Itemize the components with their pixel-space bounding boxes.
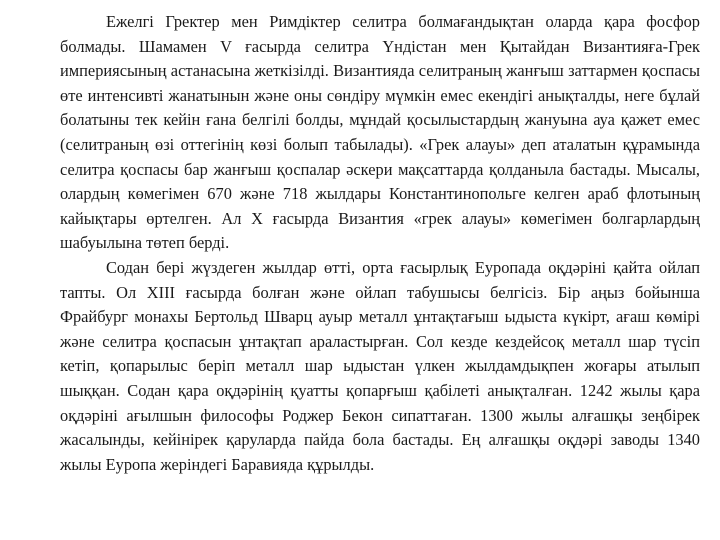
paragraph-gunpowder-europe: Содан бері жүздеген жылдар өтті, орта ғасырлық Еуропада оқдәріні қайта ойлап тапты. Ол XIII ғасырда болған және ойлап табушысы белгісіз. Бір аңыз бойынша Фрайбург монахы Бертольд Шварц ауыр металл ұнтақтағыш ыдыста күкірт, ағаш көмірі және селитра қоспасын ұнтақтап араластырған. Сол кезде кездейсоқ металл шар түсіп кетіп, қопарылыс беріп металл шар ыдыстан үлкен жылдамдықпен жоғары атылып шыққан. Содан қара оқдәрінің қуатты қопарғыш қабілеті анықталған. 1242 жылы қара оқдәріні ағылшын философы Роджер Бекон сипаттаған. 1300 жылы алғашқы зеңбірек жасалынды, кейінірек қаруларда пайда бола бастады. Ең алғашқы оқдәрі заводы 1340 жылы Еуропа жеріндегі Баравияда құрылды. [60, 257, 700, 474]
document-page [60, 10, 700, 477]
paragraph-greek-fire: Ежелгі Гректер мен Римдіктер селитра болмағандықтан оларда қара фосфор болмады. Шамамен V ғасырда селитра Үндістан мен Қытайдан Византияға-Грек империясының астанасына жеткізілді. Византияда селитраның жанғыш заттармен қоспасы өте интенсивті жанатынын және оны сөндіру мүмкін емес екендігі анықталды, неге бұлай болатыны тек кейін ғана белгілі болды, мұндай қосылыстардың жануына ауа қажет емес (селитраның өзі оттегінің көзі болып табылады). «Грек алауы» деп аталатын құрамында селитра қоспасы бар жанғыш қоспалар әскери мақсаттарда қолданыла бастады. Мысалы, олардың көмегімен 670 және 718 жылдары Константинопольге келген араб флотының кайықтары өртелген. Ал Х ғасырда Византия «грек алауы» көмегімен болгарлардың шабуылына төтеп берді. [60, 12, 700, 253]
